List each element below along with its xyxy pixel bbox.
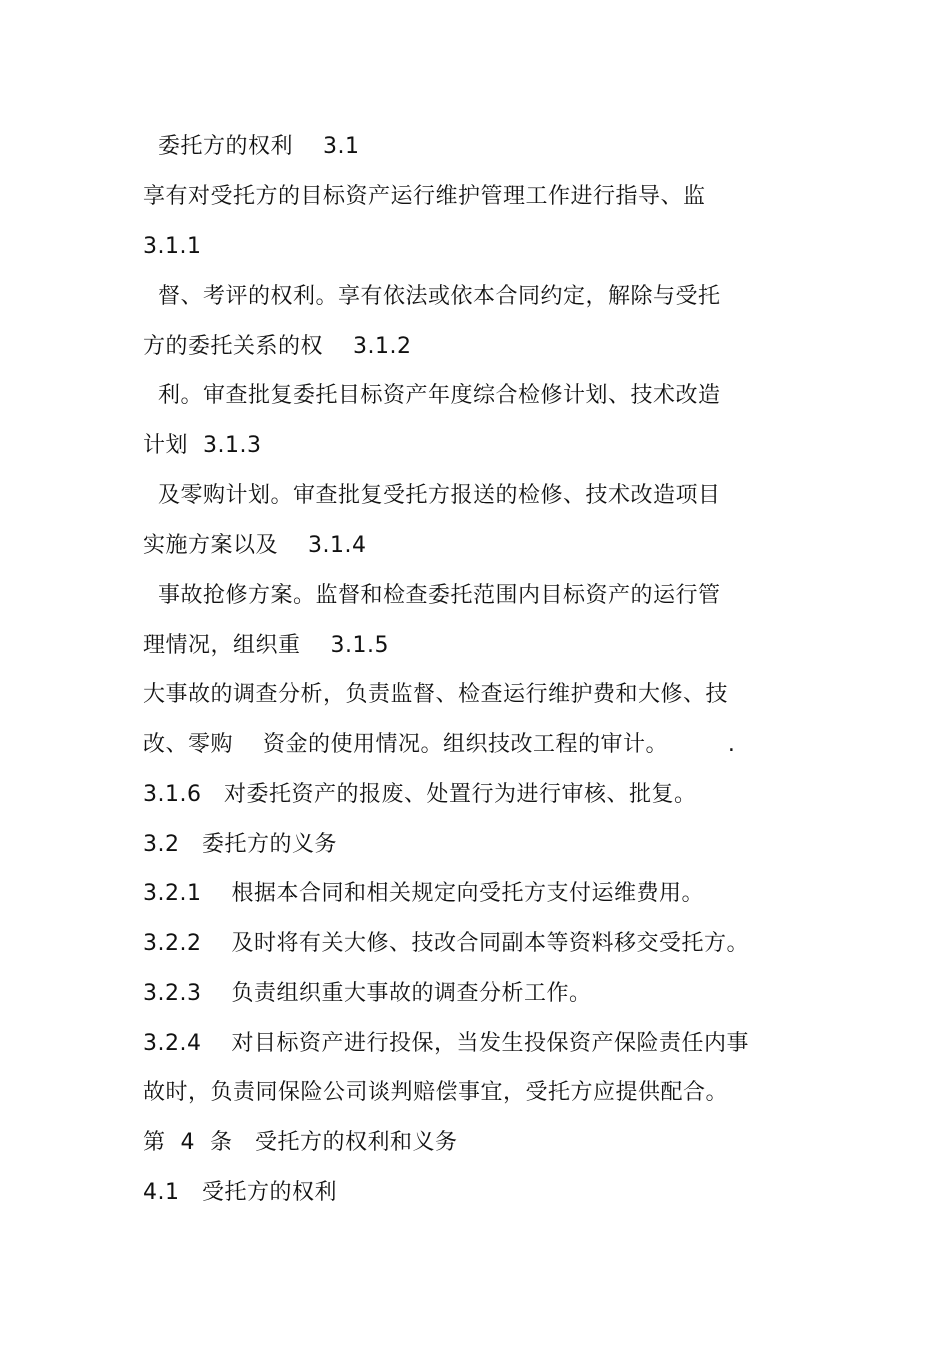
text-line: 3.2.3 负责组织重大事故的调查分析工作。 <box>143 981 592 1006</box>
text-line: 3.2.2 及时将有关大修、技改合同副本等资料移交受托方。 <box>143 931 749 956</box>
text-line: 利。审查批复委托目标资产年度综合检修计划、技术改造 <box>143 383 721 408</box>
text-line: 实施方案以及 3.1.4 <box>143 533 367 558</box>
text-line: 享有对受托方的目标资产运行维护管理工作进行指导、监 <box>143 184 706 209</box>
text-line: 改、零购 资金的使用情况。组织技改工程的审计。 . <box>143 732 736 757</box>
text-line: 第 4 条 受托方的权利和义务 <box>143 1130 458 1155</box>
text-line: 3.1.1 <box>143 234 202 259</box>
text-line: 3.2.4 对目标资产进行投保，当发生投保资产保险责任内事 <box>143 1031 749 1056</box>
text-line: 3.1.6 对委托资产的报废、处置行为进行审核、批复。 <box>143 782 697 807</box>
text-line: 计划 3.1.3 <box>143 433 262 458</box>
text-line: 3.2.1 根据本合同和相关规定向受托方支付运维费用。 <box>143 881 704 906</box>
text-line: 事故抢修方案。监督和检查委托范围内目标资产的运行管 <box>143 583 721 608</box>
text-line: 督、考评的权利。享有依法或依本合同约定，解除与受托 <box>143 284 721 309</box>
text-line: 理情况，组织重 3.1.5 <box>143 633 389 658</box>
text-line: 方的委托关系的权 3.1.2 <box>143 334 412 359</box>
text-line: 及零购计划。审查批复受托方报送的检修、技术改造项目 <box>143 483 721 508</box>
text-line: 3.2 委托方的义务 <box>143 832 337 857</box>
text-line: 委托方的权利 3.1 <box>143 134 360 159</box>
text-line: 大事故的调查分析，负责监督、检查运行维护费和大修、技 <box>143 682 729 707</box>
text-line: 4.1 受托方的权利 <box>143 1180 337 1205</box>
text-line: 故时，负责同保险公司谈判赔偿事宜，受托方应提供配合。 <box>143 1080 729 1105</box>
